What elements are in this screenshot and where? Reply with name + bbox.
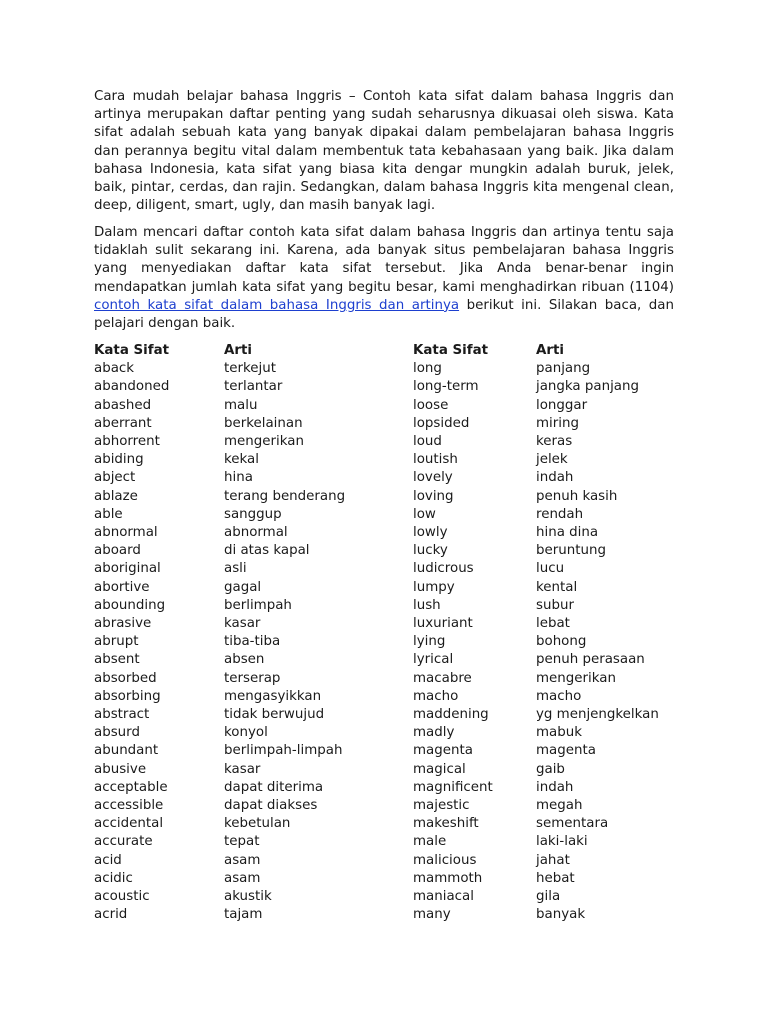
adjective-meaning: indah <box>536 470 574 486</box>
adjective-word: abusive <box>94 761 147 777</box>
adjective-word: acrid <box>94 907 128 923</box>
adjective-word: mammoth <box>413 870 483 886</box>
adjective-word: malicious <box>413 852 477 868</box>
adjective-word: magenta <box>413 743 473 759</box>
adjective-meaning: hina dina <box>536 525 599 541</box>
column-left-meanings <box>224 342 345 925</box>
adjective-word: aboriginal <box>94 561 161 577</box>
adjective-meaning: dapat diakses <box>224 798 318 814</box>
adjective-meaning: terserap <box>224 670 281 686</box>
adjective-word: acoustic <box>94 889 150 905</box>
adjective-word: accessible <box>94 798 164 814</box>
adjective-word: macabre <box>413 670 472 686</box>
adjective-word: low <box>413 506 436 522</box>
adjective-word: loving <box>413 488 454 504</box>
adjective-word: acidic <box>94 870 133 886</box>
adjective-word: loose <box>413 397 449 413</box>
adjective-word: abundant <box>94 743 159 759</box>
adjective-meaning: beruntung <box>536 543 606 559</box>
adjective-meaning: di atas kapal <box>224 543 310 559</box>
adjective-word: able <box>94 506 123 522</box>
adjective-meaning: asam <box>224 870 261 886</box>
adjective-word: many <box>413 907 451 923</box>
adjective-meaning: terlantar <box>224 379 283 395</box>
adjective-meaning: gagal <box>224 579 262 595</box>
paragraph-2-text-end: berikut ini. Silakan baca, dan pelajari dengan baik. <box>94 297 675 332</box>
adjective-meaning: asli <box>224 561 247 577</box>
adjective-meaning: berlimpah-limpah <box>224 743 343 759</box>
adjective-word: lying <box>413 634 446 650</box>
adjective-meaning: abnormal <box>224 525 288 541</box>
adjective-word: male <box>413 834 447 850</box>
adjective-meaning: lebat <box>536 616 570 632</box>
adjective-word: absorbed <box>94 670 157 686</box>
adjective-meaning: kekal <box>224 452 259 468</box>
adjective-meaning: mengerikan <box>224 434 304 450</box>
header-kata-sifat-right: Kata Sifat <box>413 343 489 358</box>
adjective-word: abject <box>94 470 136 486</box>
adjective-meaning: keras <box>536 434 573 450</box>
adjective-meaning: malu <box>224 397 258 413</box>
adjective-word: acid <box>94 852 122 868</box>
adjective-word: lopsided <box>413 415 470 431</box>
adjective-meaning: kasar <box>224 616 261 632</box>
adjective-meaning: absen <box>224 652 265 668</box>
adjective-word: lucky <box>413 543 448 559</box>
adjective-meaning: terang benderang <box>224 488 346 504</box>
adjective-word: long <box>413 361 442 377</box>
adjective-word: long-term <box>413 379 479 395</box>
adjective-meaning: sanggup <box>224 506 282 522</box>
adjective-meaning: berkelainan <box>224 415 303 431</box>
header-arti-left: Arti <box>224 343 252 358</box>
adjective-word: abandoned <box>94 379 170 395</box>
adjective-word: abiding <box>94 452 144 468</box>
adjective-meaning: yg menjengkelkan <box>536 707 659 723</box>
adjective-meaning: tidak berwujud <box>224 707 325 723</box>
adjective-meaning: tajam <box>224 907 263 923</box>
adjective-meaning: akustik <box>224 889 272 905</box>
adjective-word: abashed <box>94 397 152 413</box>
adjective-meaning: tepat <box>224 834 260 850</box>
adjective-word: abrasive <box>94 616 152 632</box>
adjective-meaning: megah <box>536 798 583 814</box>
adjective-word: abstract <box>94 707 150 723</box>
adjective-word: ludicrous <box>413 561 474 577</box>
adjective-meaning: indah <box>536 779 574 795</box>
adjective-word: abnormal <box>94 525 158 541</box>
adjective-meaning: kasar <box>224 761 261 777</box>
adjective-word: majestic <box>413 798 470 814</box>
adjective-meaning: jangka panjang <box>536 379 639 395</box>
adjective-word: lowly <box>413 525 448 541</box>
adjective-word: luxuriant <box>413 616 473 632</box>
adjective-meaning: terkejut <box>224 361 276 377</box>
adjective-meaning: konyol <box>224 725 268 741</box>
adjective-meaning: jahat <box>536 852 570 868</box>
adjective-word: maddening <box>413 707 489 723</box>
adjective-meaning: kental <box>536 579 578 595</box>
adjective-word: lumpy <box>413 579 455 595</box>
column-right-words <box>413 342 493 925</box>
adjective-meaning: mengasyikkan <box>224 688 322 704</box>
adjective-meaning: gaib <box>536 761 565 777</box>
adjective-word: makeshift <box>413 816 479 832</box>
adjective-word: lush <box>413 597 441 613</box>
adjective-word: loutish <box>413 452 458 468</box>
adjective-meaning: hebat <box>536 870 575 886</box>
paragraph-2-text-start: Dalam mencari daftar contoh kata sifat dalam bahasa Inggris dan artinya tentu saja tidaklah sulit sekarang ini. Karena, ada banyak situs pembelajaran bahasa Inggris yang menyediakan daftar kata sifat tersebut. Jika Anda benar-benar ingin mendapatkan jumlah kata sifat yang begitu besar, kami menghadirkan ribuan (1104) <box>94 225 674 295</box>
adjective-meaning: kebetulan <box>224 816 291 832</box>
adjective-meaning: gila <box>536 889 561 905</box>
adjective-word: magical <box>413 761 466 777</box>
intro-paragraph-2 <box>94 224 674 333</box>
adjective-meaning: panjang <box>536 361 591 377</box>
column-left-words <box>94 342 169 925</box>
adjective-word: abrupt <box>94 634 139 650</box>
adjective-meaning: hina <box>224 470 253 486</box>
adjective-word: aberrant <box>94 415 152 431</box>
adjective-word: acceptable <box>94 779 168 795</box>
header-arti-right: Arti <box>536 343 564 358</box>
adjective-word: accurate <box>94 834 153 850</box>
adjective-word: absurd <box>94 725 140 741</box>
adjective-meaning: tiba-tiba <box>224 634 281 650</box>
adjective-meaning: asam <box>224 852 261 868</box>
adjective-meaning: subur <box>536 597 574 613</box>
column-right-meanings <box>536 342 659 925</box>
adjective-meaning: mabuk <box>536 725 582 741</box>
header-kata-sifat-left: Kata Sifat <box>94 343 170 358</box>
adjective-word: maniacal <box>413 889 474 905</box>
adjective-word: macho <box>413 688 459 704</box>
adjective-word: lyrical <box>413 652 454 668</box>
adjective-meaning: banyak <box>536 907 586 923</box>
adjective-meaning: mengerikan <box>536 670 616 686</box>
intro-paragraph-1: Cara mudah belajar bahasa Inggris – Contoh kata sifat dalam bahasa Inggris dan artinya merupakan daftar penting yang sudah seharusnya dikuasai oleh siswa. Kata sifat adalah sebuah kata yang banyak dipakai dalam pembelajaran bahasa Inggris dan perannya begitu vital dalam membentuk tata kebahasaan yang baik. Jika dalam bahasa Indonesia, kata sifat yang biasa kita dengar mungkin adalah buruk, jelek, baik, pintar, cerdas, dan rajin. Sedangkan, dalam bahasa Inggris kita mengenal clean, deep, diligent, smart, ugly, dan masih banyak lagi. <box>94 89 674 214</box>
adjective-word: magnificent <box>413 779 493 795</box>
adjective-word: loud <box>413 434 442 450</box>
adjective-word: absent <box>94 652 140 668</box>
adjective-meaning: sementara <box>536 816 609 832</box>
adjective-meaning: macho <box>536 688 582 704</box>
adjective-word: abortive <box>94 579 150 595</box>
adjective-meaning: miring <box>536 415 579 431</box>
adjective-word: lovely <box>413 470 453 486</box>
adjective-word: aboard <box>94 543 141 559</box>
adjective-word: abhorrent <box>94 434 160 450</box>
adjective-meaning: bohong <box>536 634 587 650</box>
adjective-meaning: magenta <box>536 743 596 759</box>
adjective-meaning: rendah <box>536 506 584 522</box>
adjective-meaning: longgar <box>536 397 588 413</box>
adjective-word: ablaze <box>94 488 138 504</box>
adjective-meaning: berlimpah <box>224 597 292 613</box>
adjective-meaning: dapat diterima <box>224 779 324 795</box>
adjective-word: aback <box>94 361 135 377</box>
adjective-word: abounding <box>94 597 166 613</box>
adjective-meaning: penuh kasih <box>536 488 618 504</box>
adjective-meaning: jelek <box>536 452 568 468</box>
adjective-meaning: lucu <box>536 561 565 577</box>
adjectives-link[interactable]: contoh kata sifat dalam bahasa Inggris dan artinya <box>94 297 460 313</box>
adjective-meaning: penuh perasaan <box>536 652 645 668</box>
adjective-word: accidental <box>94 816 164 832</box>
adjective-meaning: laki-laki <box>536 834 588 850</box>
adjective-word: madly <box>413 725 455 741</box>
adjective-word: absorbing <box>94 688 161 704</box>
